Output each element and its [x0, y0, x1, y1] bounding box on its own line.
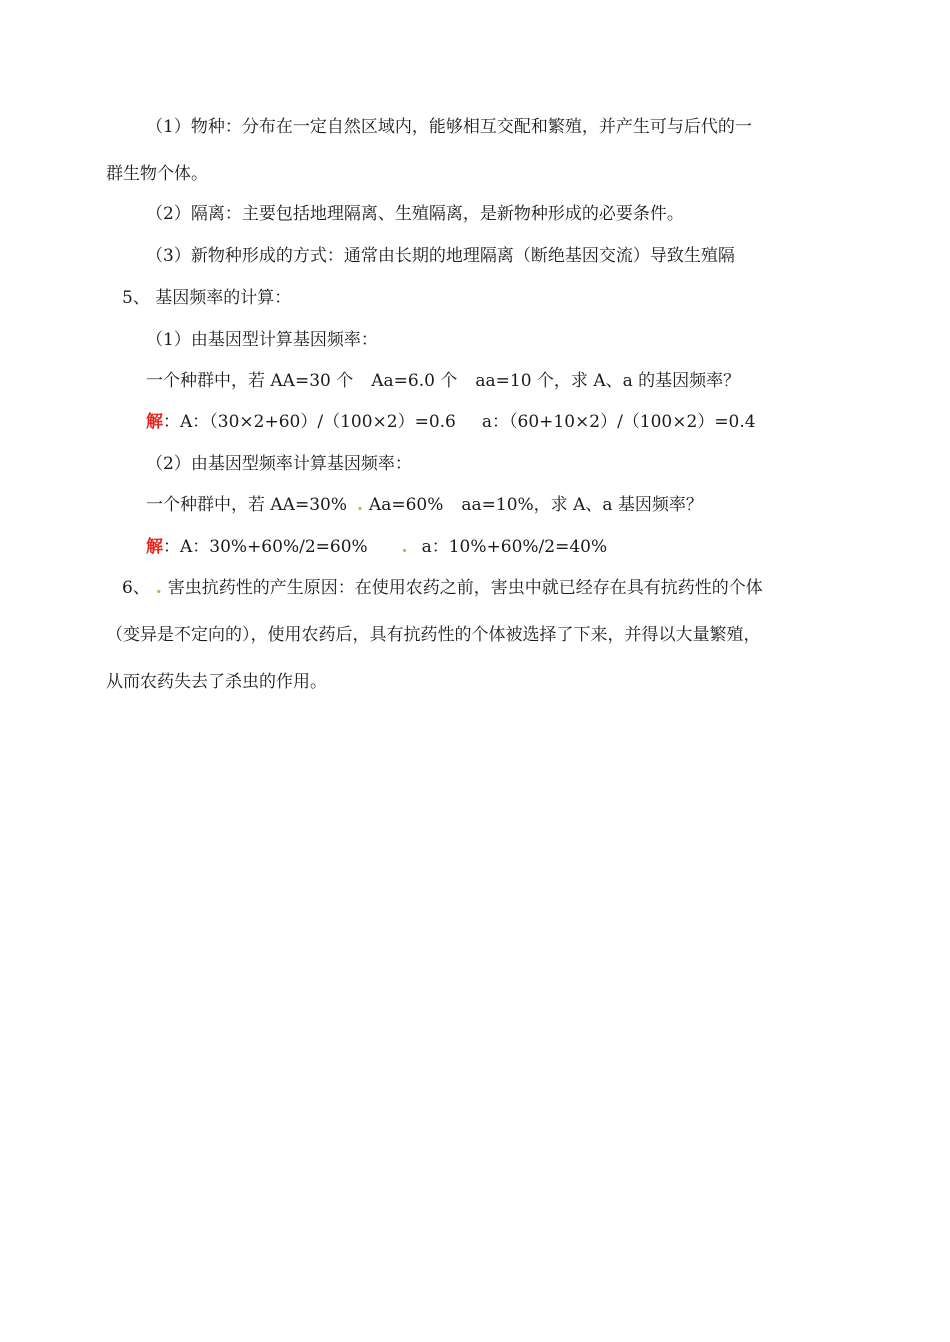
resistance-line1	[122, 576, 763, 600]
heading-5-text: 5、 基因频率的计算：	[122, 288, 292, 308]
calc-2-question-part3: aa=10%，求 A、a 基因频率？	[461, 495, 703, 515]
calc-1-solution	[146, 410, 756, 434]
stray-dot-mark: .	[155, 578, 162, 598]
calc-1-title-text: （1）由基因型计算基因频率：	[146, 330, 378, 350]
species-definition-text-cont: 群生物个体。	[106, 164, 208, 184]
calc-2-question-part2: Aa=60%	[368, 495, 444, 515]
resistance-text-2: （变异是不定向的），使用农药后，具有抗药性的个体被选择了下来，并得以大量繁殖，	[106, 625, 761, 645]
formation-text: （3）新物种形成的方式：通常由长期的地理隔离（断绝基因交流）导致生殖隔	[146, 246, 735, 266]
calc-2-answer-a: ：A：30%+60%/2=60%	[163, 537, 368, 557]
calc-1-question	[146, 369, 740, 393]
heading-6-number: 6、	[122, 578, 150, 598]
resistance-line2	[106, 623, 761, 647]
solution-label: 解	[146, 537, 163, 557]
species-definition-text: （1）物种：分布在一定自然区域内，能够相互交配和繁殖，并产生可与后代的一	[146, 117, 752, 137]
resistance-line3	[106, 670, 327, 694]
species-definition-line2	[106, 162, 208, 186]
calc-2-solution	[146, 535, 607, 559]
isolation-text: （2）隔离：主要包括地理隔离、生殖隔离，是新物种形成的必要条件。	[146, 204, 684, 224]
solution-label: 解	[146, 412, 163, 432]
isolation-line	[146, 202, 684, 226]
formation-line	[146, 244, 735, 268]
stray-dot-mark: .	[357, 495, 363, 515]
heading-gene-frequency	[122, 286, 291, 310]
calc-2-answer-b: a：10%+60%/2=40%	[421, 537, 608, 557]
species-definition-line1	[146, 115, 752, 139]
calc-2-title	[146, 452, 412, 476]
calc-1-question-part3: aa=10 个，求 A、a 的基因频率？	[475, 371, 741, 391]
stray-dot-mark: .	[401, 537, 408, 557]
calc-1-question-part1: 一个种群中，若 AA=30 个	[146, 371, 354, 391]
calc-2-title-text: （2）由基因型频率计算基因频率：	[146, 454, 412, 474]
resistance-text-1: 害虫抗药性的产生原因：在使用农药之前，害虫中就已经存在具有抗药性的个体	[167, 578, 763, 598]
calc-1-answer-a: ：A：（30×2+60）/（100×2）=0.6	[163, 412, 456, 432]
calc-1-answer-b: a：（60+10×2）/（100×2）=0.4	[481, 412, 756, 432]
calc-2-question	[146, 493, 703, 517]
calc-1-title	[146, 328, 378, 352]
calc-1-question-part2: Aa=6.0 个	[371, 371, 458, 391]
resistance-text-3: 从而农药失去了杀虫的作用。	[106, 672, 327, 692]
calc-2-question-part1: 一个种群中，若 AA=30%	[146, 495, 347, 515]
